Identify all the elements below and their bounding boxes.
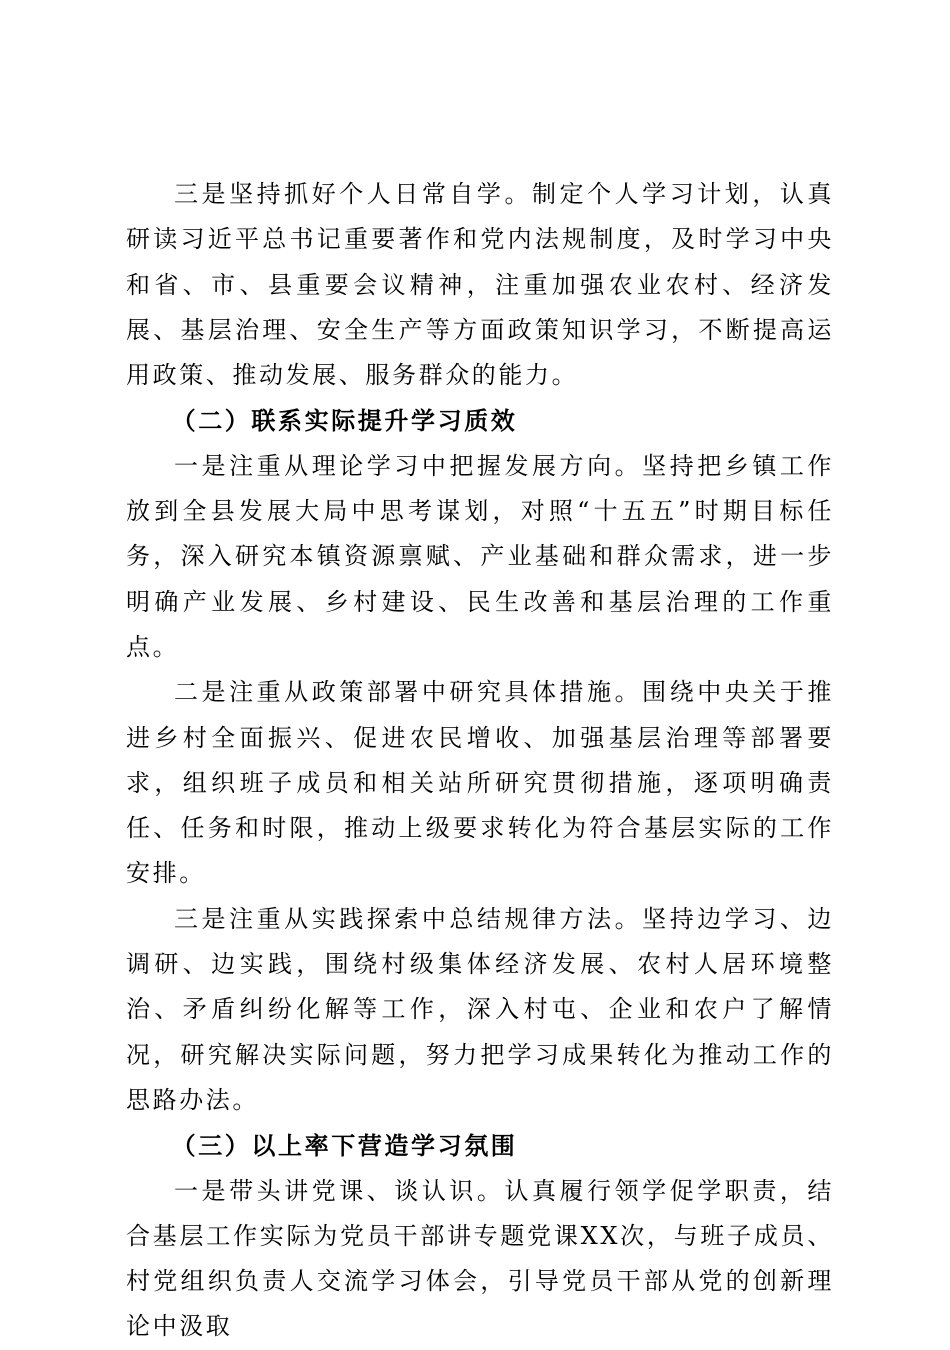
paragraph-policy-measures: 二是注重从政策部署中研究具体措施。围绕中央关于推进乡村全面振兴、促进农民增收、加强基层治理等部署要求，组织班子成员和相关站所研究贯彻措施，逐项明确责任、任务和时限，推动上级要求转化为符合基层实际的工作安排。 [126, 678, 834, 888]
section-heading-2: （二）联系实际提升学习质效 [171, 406, 518, 436]
section-heading-3: （三）以上率下营造学习氛围 [171, 1131, 518, 1161]
paragraph-practice-methods: 三是注重从实践探索中总结规律方法。坚持边学习、边调研、边实践，围绕村级集体经济发展、农村人居环境整治、矛盾纠纷化解等工作，深入村屯、企业和农户了解情况，研究解决实际问题，努力把学习成果转化为推动工作的思路办法。 [126, 904, 834, 1114]
paragraph-theory-direction: 一是注重从理论学习中把握发展方向。坚持把乡镇工作放到全县发展大局中思考谋划，对照“十五五”时期目标任务，深入研究本镇资源禀赋、产业基础和群众需求，进一步明确产业发展、乡村建设、民生改善和基层治理的工作重点。 [126, 451, 834, 661]
document-body [126, 172, 834, 1350]
paragraph-party-lecture: 一是带头讲党课、谈认识。认真履行领学促学职责，结合基层工作实际为党员干部讲专题党课XX次，与班子成员、村党组织负责人交流学习体会，引导党员干部从党的创新理论中汲取 [126, 1176, 834, 1341]
paragraph-self-study: 三是坚持抓好个人日常自学。制定个人学习计划，认真研读习近平总书记重要著作和党内法规制度，及时学习中央和省、市、县重要会议精神，注重加强农业农村、经济发展、基层治理、安全生产等方面政策知识学习，不断提高运用政策、推动发展、服务群众的能力。 [126, 180, 834, 390]
